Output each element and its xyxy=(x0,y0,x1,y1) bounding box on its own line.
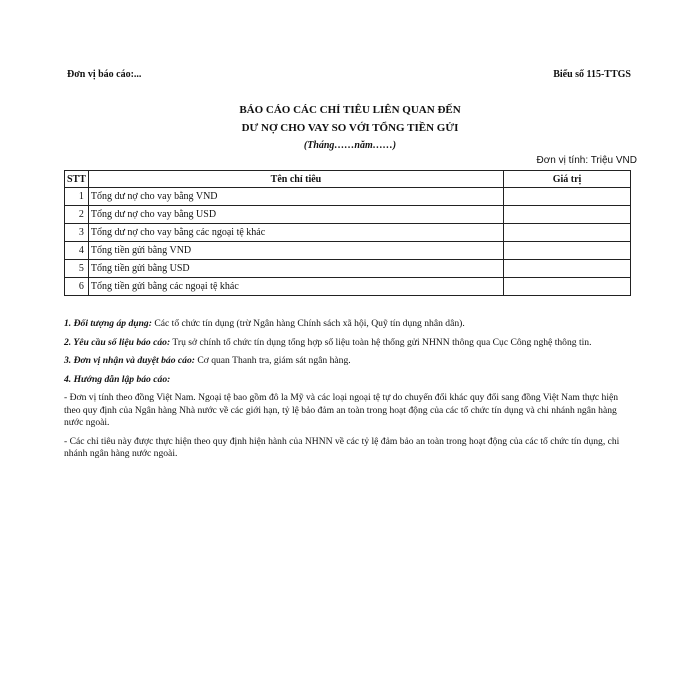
table-header-row xyxy=(65,171,631,188)
row-value xyxy=(504,224,631,242)
table-row xyxy=(65,206,631,224)
guidance-item-2: - Các chỉ tiêu này được thực hiện theo quy định hiện hành của NHNN về các tỷ lệ đảm bảo an toàn trong hoạt động của các tổ chức tín dụng, chi nhánh ngân hàng nước ngoài. xyxy=(64,435,620,459)
row-indicator-name: Tổng tiền gửi bằng các ngoại tệ khác xyxy=(88,278,503,296)
note-label: 4. Hướng dẫn lập báo cáo: xyxy=(64,373,171,385)
row-value xyxy=(504,242,631,260)
row-indicator-name: Tổng tiền gửi bằng USD xyxy=(88,260,503,278)
note-text: Trụ sở chính tổ chức tín dụng tổng hợp số liệu toàn hệ thống gửi NHNN thông qua Cục Công nghệ thông tin. xyxy=(170,336,592,348)
reporting-unit-label: Đơn vị báo cáo:... xyxy=(67,69,142,80)
note-receiving-unit xyxy=(64,355,634,368)
row-value xyxy=(504,260,631,278)
row-stt: 2 xyxy=(65,206,89,224)
row-indicator-name: Tổng dư nợ cho vay bằng USD xyxy=(88,206,503,224)
note-label: 2. Yêu cầu số liệu báo cáo: xyxy=(64,336,171,348)
note-label: 3. Đơn vị nhận và duyệt báo cáo: xyxy=(64,355,195,366)
row-stt: 1 xyxy=(65,188,89,206)
row-value xyxy=(504,278,631,296)
row-stt: 6 xyxy=(65,278,89,296)
notes-section xyxy=(64,318,634,467)
table-row xyxy=(65,260,631,278)
form-number: Biểu số 115-TTGS xyxy=(553,69,631,80)
table-row xyxy=(65,278,631,296)
row-stt: 4 xyxy=(65,242,89,260)
report-period: (Tháng……năm……) xyxy=(303,140,397,151)
table-row xyxy=(65,188,631,206)
note-text: Các tổ chức tín dụng (trừ Ngân hàng Chính sách xã hội, Quỹ tín dụng nhân dân). xyxy=(151,318,465,329)
report-title-line1: BÁO CÁO CÁC CHỈ TIÊU LIÊN QUAN ĐẾN xyxy=(239,104,461,116)
unit-of-measure: Đơn vị tính: Triệu VND xyxy=(536,155,637,166)
row-indicator-name: Tổng dư nợ cho vay bằng VND xyxy=(88,188,503,206)
header-stt: STT xyxy=(65,171,89,188)
report-title-line2: DƯ NỢ CHO VAY SO VỚI TỔNG TIỀN GỬI xyxy=(241,122,459,134)
table-row xyxy=(65,224,631,242)
guidance-item-1: - Đơn vị tính theo đồng Việt Nam. Ngoại tệ bao gồm đô la Mỹ và các loại ngoại tệ tự do chuyển đổi khác quy đổi sang đồng Việt Nam thực hiện theo quy định của Ngân hàng Nhà nước về các giới hạn, tỷ lệ bảo đảm an toàn trong hoạt động của các tổ chức tín dụng và chi nhánh ngân hàng nước ngoài. xyxy=(64,392,619,428)
table-row xyxy=(65,242,631,260)
note-data-requirements xyxy=(64,337,634,350)
header-indicator-name: Tên chỉ tiêu xyxy=(88,171,503,188)
header-value: Giá trị xyxy=(504,171,631,188)
row-stt: 3 xyxy=(65,224,89,242)
indicator-table xyxy=(64,170,631,296)
row-value xyxy=(504,188,631,206)
row-stt: 5 xyxy=(65,260,89,278)
row-indicator-name: Tổng dư nợ cho vay bằng các ngoại tệ khác xyxy=(88,224,503,242)
note-text: Cơ quan Thanh tra, giám sát ngân hàng. xyxy=(194,355,351,366)
note-guidance-heading xyxy=(64,374,634,387)
row-value xyxy=(504,206,631,224)
note-label: 1. Đối tượng áp dụng: xyxy=(64,318,152,329)
note-applicable-subjects xyxy=(64,318,634,331)
row-indicator-name: Tổng tiền gửi bằng VND xyxy=(88,242,503,260)
